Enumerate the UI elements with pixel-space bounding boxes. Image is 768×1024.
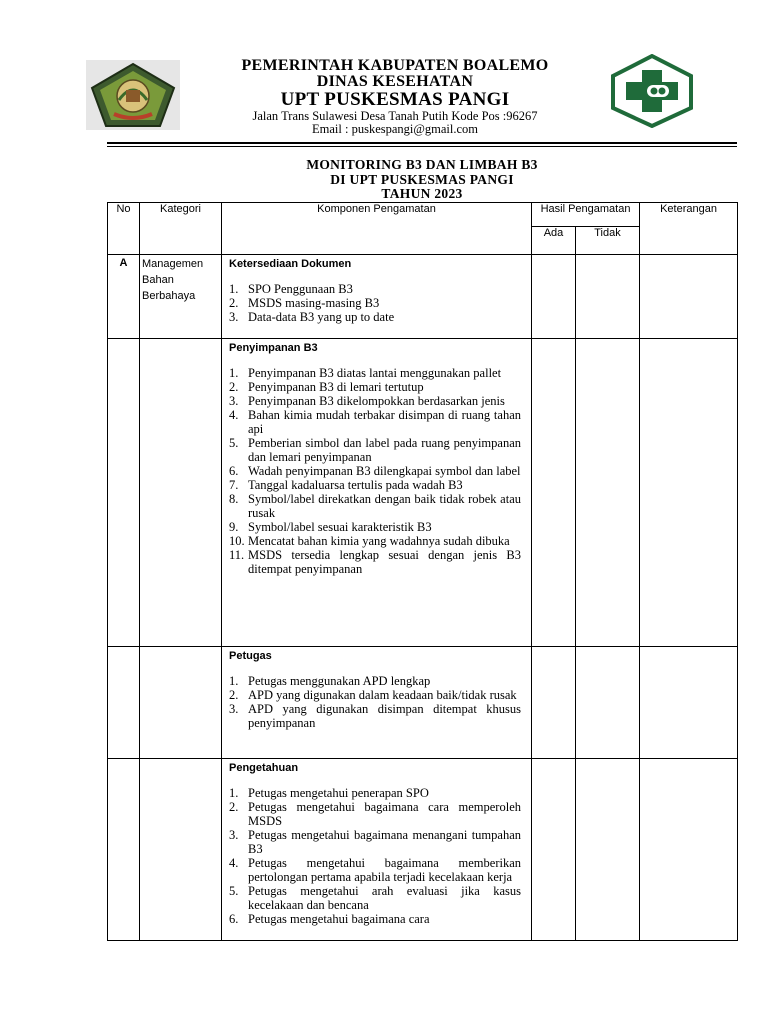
table-row — [108, 647, 738, 759]
list-item: 2. Penyimpanan B3 di lemari tertutup — [229, 380, 424, 394]
list-item: 4. Bahan kimia mudah terbakar disimpan di ruang tahan api — [229, 408, 521, 436]
document-year: TAHUN 2023 — [381, 186, 463, 201]
list-item: 3. APD yang digunakan disimpan ditempat khusus penyimpanan — [229, 702, 521, 730]
header-divider-thick — [107, 142, 737, 144]
list-item: 3. Data-data B3 yang up to date — [229, 310, 395, 324]
ada-cell[interactable] — [532, 759, 576, 941]
item-list — [229, 674, 521, 730]
header-email: Email : puskespangi@gmail.com — [312, 122, 478, 136]
keterangan-cell[interactable] — [640, 255, 738, 339]
header-keterangan: Keterangan — [640, 203, 738, 255]
list-item: 6. Wadah penyimpanan B3 dilengkapai symbol dan label — [229, 464, 521, 478]
table-row — [108, 255, 738, 339]
list-item: 9. Symbol/label sesuai karakteristik B3 — [229, 520, 432, 534]
header-department: DINAS KESEHATAN — [316, 73, 474, 90]
component-cell — [222, 647, 532, 759]
row-kategori — [140, 647, 222, 759]
list-item: 10. Mencatat bahan kimia yang wadahnya sudah dibuka — [229, 534, 510, 548]
keterangan-cell[interactable] — [640, 339, 738, 647]
section-heading: Ketersediaan Dokumen — [229, 258, 352, 270]
row-number: A — [108, 255, 140, 339]
document-subtitle: DI UPT PUSKESMAS PANGI — [330, 172, 514, 187]
header-hasil-pengamatan: Hasil Pengamatan — [532, 203, 640, 227]
header-tidak: Tidak — [576, 227, 640, 255]
section-heading: Pengetahuan — [229, 762, 299, 774]
header-institution: UPT PUSKESMAS PANGI — [280, 89, 510, 110]
list-item: 3. Petugas mengetahui bagaimana menangani tumpahan B3 — [229, 828, 521, 856]
header-divider-thin — [107, 146, 737, 147]
component-cell — [222, 339, 532, 647]
tidak-cell[interactable] — [576, 255, 640, 339]
header-no: No — [108, 203, 140, 255]
list-item: 8. Symbol/label direkatkan dengan baik tidak robek atau rusak — [229, 492, 521, 520]
component-cell — [222, 759, 532, 941]
row-kategori: Managemen Bahan Berbahaya — [140, 255, 222, 339]
table-row — [108, 339, 738, 647]
component-cell — [222, 255, 532, 339]
puskesmas-logo — [609, 54, 695, 128]
list-item: 2. MSDS masing-masing B3 — [229, 296, 380, 310]
list-item: 1. Penyimpanan B3 diatas lantai menggunakan pallet — [229, 366, 502, 380]
tidak-cell[interactable] — [576, 647, 640, 759]
header-government: PEMERINTAH KABUPATEN BOALEMO — [241, 57, 549, 74]
header-komponen: Komponen Pengamatan — [222, 203, 532, 255]
list-item: 1. Petugas mengetahui penerapan SPO — [229, 786, 429, 800]
tidak-cell[interactable] — [576, 339, 640, 647]
list-item: 11. MSDS tersedia lengkap sesuai dengan jenis B3 ditempat penyimpanan — [229, 548, 521, 576]
list-item: 5. Pemberian simbol dan label pada ruang penyimpanan dan lemari penyimpanan — [229, 436, 521, 464]
row-kategori — [140, 339, 222, 647]
row-number — [108, 339, 140, 647]
ada-cell[interactable] — [532, 339, 576, 647]
list-item: 1. SPO Penggunaan B3 — [229, 282, 353, 296]
list-item: 3. Penyimpanan B3 dikelompokkan berdasarkan jenis — [229, 394, 505, 408]
section-heading: Penyimpanan B3 — [229, 342, 318, 354]
row-number — [108, 759, 140, 941]
ada-cell[interactable] — [532, 255, 576, 339]
list-item: 1. Petugas menggunakan APD lengkap — [229, 674, 431, 688]
section-heading: Petugas — [229, 650, 272, 662]
row-number — [108, 647, 140, 759]
list-item: 2. APD yang digunakan dalam keadaan baik/tidak rusak — [229, 688, 517, 702]
item-list — [229, 366, 521, 576]
list-item: 5. Petugas mengetahui arah evaluasi jika kasus kecelakaan dan bencana — [229, 884, 521, 912]
ada-cell[interactable] — [532, 647, 576, 759]
header-kategori: Kategori — [140, 203, 222, 255]
item-list — [229, 786, 521, 926]
monitoring-table — [107, 202, 738, 941]
list-item: 7. Tanggal kadaluarsa tertulis pada wadah B3 — [229, 478, 463, 492]
header-address: Jalan Trans Sulawesi Desa Tanah Putih Kode Pos :96267 — [252, 109, 538, 123]
list-item: 2. Petugas mengetahui bagaimana cara memperoleh MSDS — [229, 800, 521, 828]
document-title: MONITORING B3 DAN LIMBAH B3 — [306, 157, 538, 172]
header-ada: Ada — [532, 227, 576, 255]
list-item: 4. Petugas mengetahui bagaimana memberikan pertolongan pertama apabila terjadi kecelakaan kerja — [229, 856, 521, 884]
regency-emblem-logo — [86, 60, 180, 130]
keterangan-cell[interactable] — [640, 647, 738, 759]
item-list — [229, 282, 521, 324]
keterangan-cell[interactable] — [640, 759, 738, 941]
list-item: 6. Petugas mengetahui bagaimana cara — [229, 912, 430, 926]
table-row — [108, 759, 738, 941]
tidak-cell[interactable] — [576, 759, 640, 941]
row-kategori — [140, 759, 222, 941]
